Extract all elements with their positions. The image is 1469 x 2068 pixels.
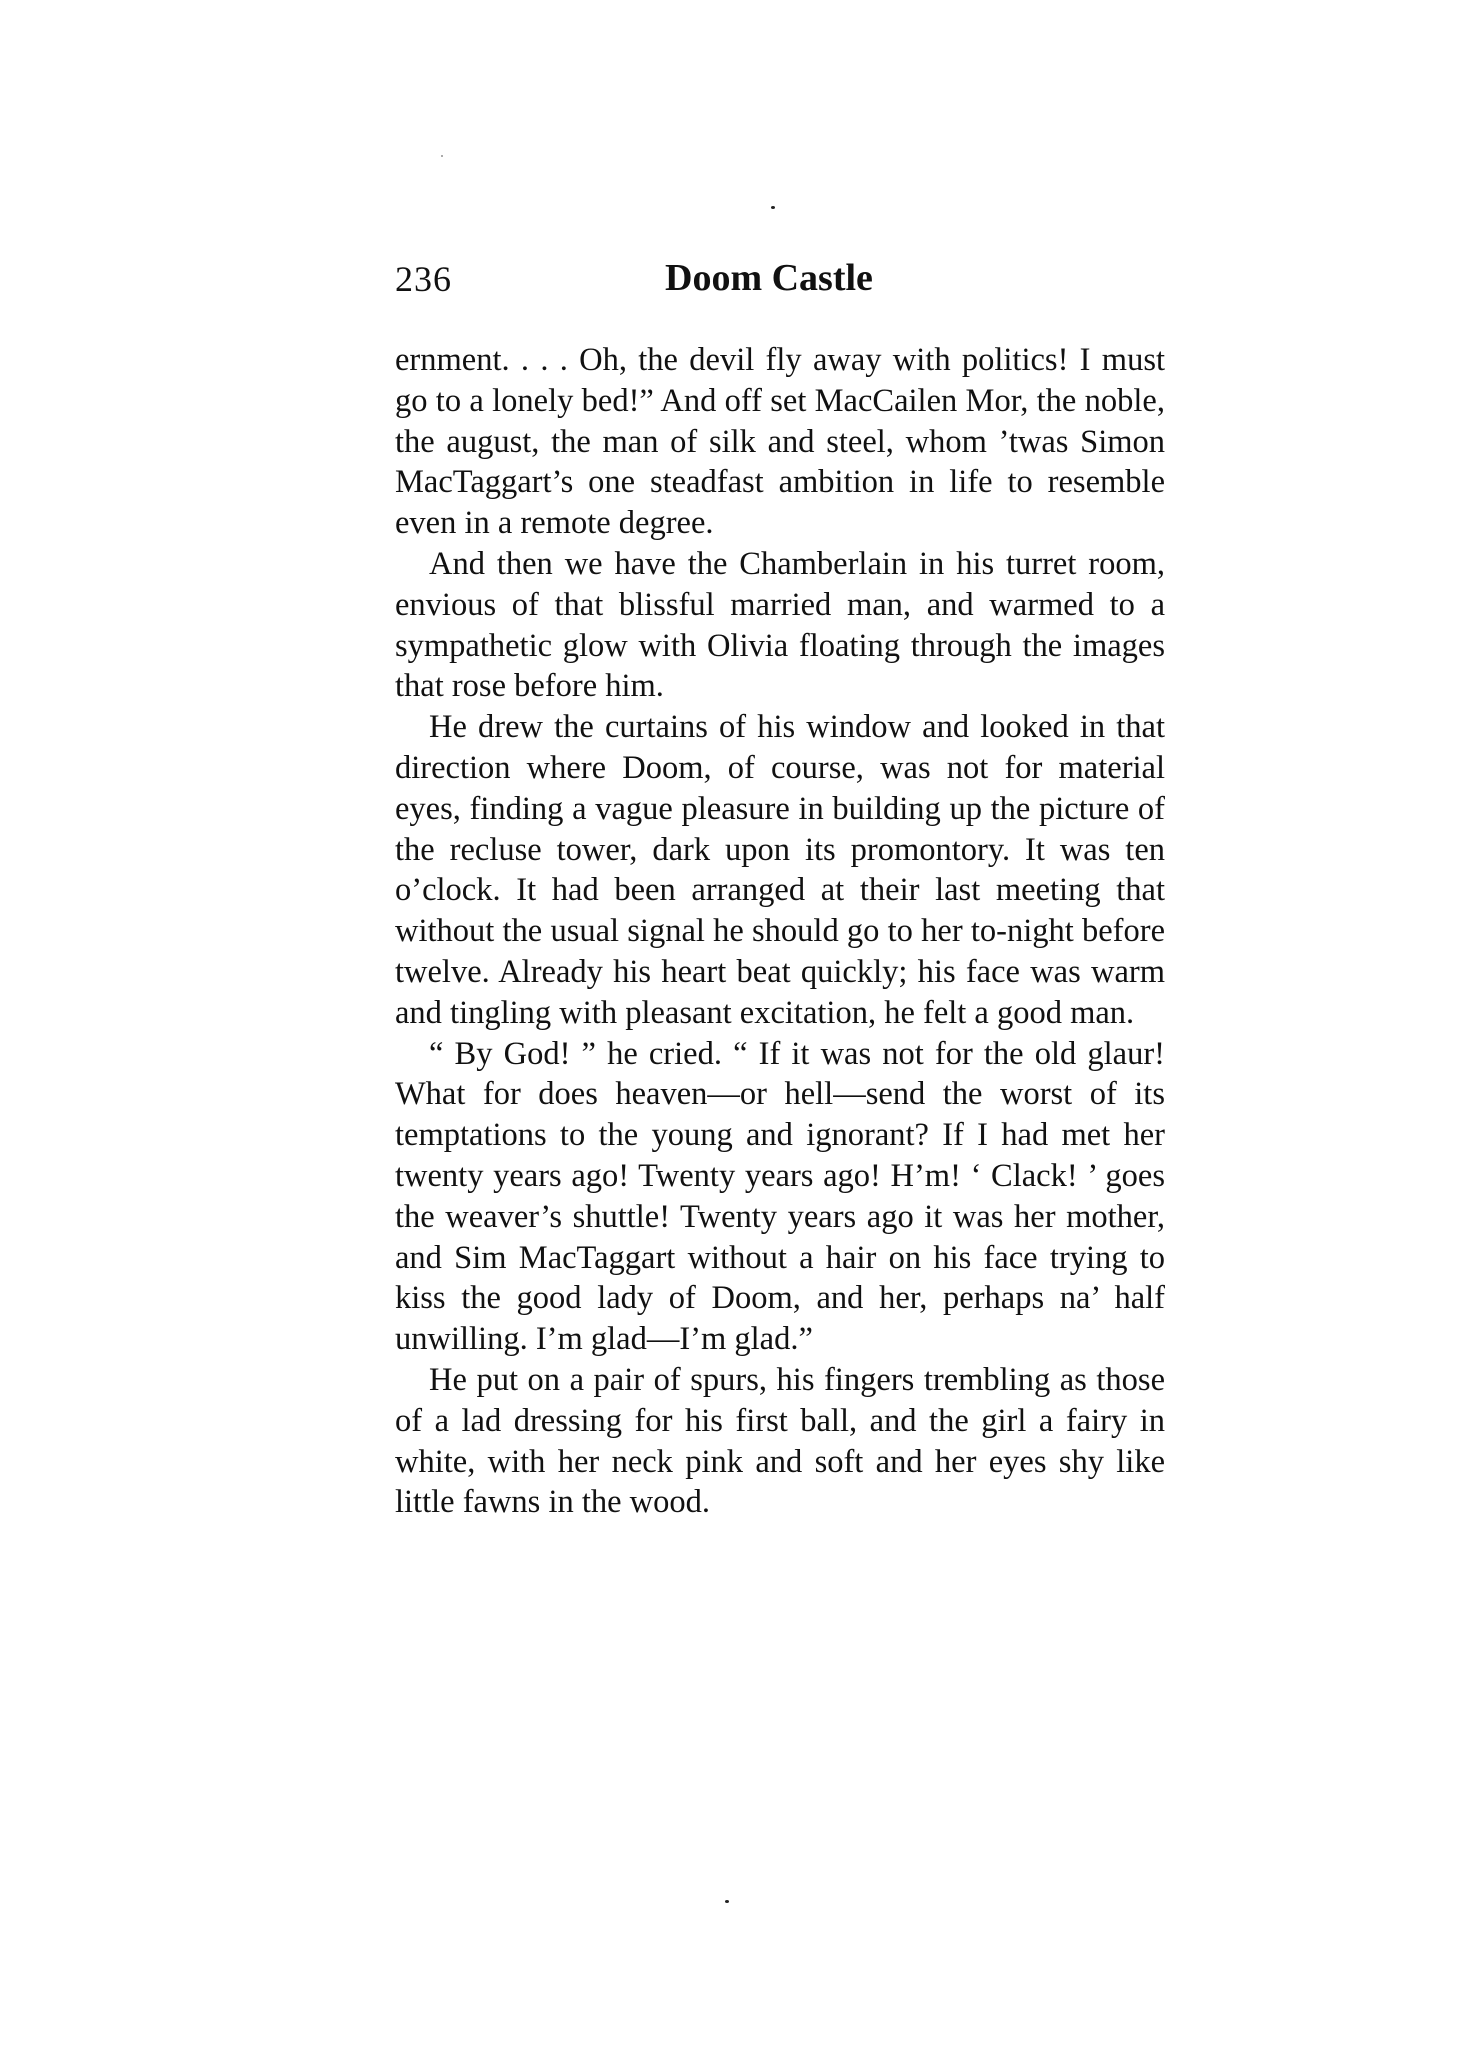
page-header [395,258,1165,308]
paragraph-continued: ernment. . . . Oh, the devil fly away with politics! I must go to a lonely bed!” And off set MacCailen Mor, the noble, the august, the man of silk and steel, whom ’twas Simon MacTaggart’s one steadfast ambition in life to resemble even in a remote degree. [395,342,1165,542]
scan-speck [771,206,775,209]
paragraph: He put on a pair of spurs, his fingers trembling as those of a lad dressing for his first ball, and the girl a fairy in white, with her neck pink and soft and her eyes shy like little fawns in the wood. [395,1361,1165,1521]
body-text [395,340,1165,1523]
page-number: 236 [395,259,452,299]
paragraph: He drew the curtains of his window and looked in that direction where Doom, of course, was not for material eyes, finding a vague pleasure in building up the picture of the recluse tower, dark upon its promontory. It was ten o’clock. It had been arranged at their last meeting that without the usual signal he should go to her to-night before twelve. Already his heart beat quickly; his face was warm and tingling with pleasant excitation, he felt a good man. [395,709,1165,1031]
paragraph: And then we have the Chamberlain in his turret room, envious of that blissful married man, and warmed to a sympathetic glow with Olivia floating through the images that rose before him. [395,545,1165,705]
running-title: Doom Castle [665,257,873,299]
paragraph: “ By God! ” he cried. “ If it was not for the old glaur! What for does heaven—or hell—send the worst of its temptations to the young and ignorant? If I had met her twenty years ago! Twenty years ago! H’m! ‘ Clack! ’ goes the weaver’s shuttle! Twenty years ago it was her mother, and Sim MacTaggart without a hair on his face trying to kiss the good lady of Doom, and her, perhaps na’ half unwilling. I’m glad—I’m glad.” [395,1035,1165,1358]
scan-speck [725,1900,729,1903]
scan-speck [441,155,443,157]
